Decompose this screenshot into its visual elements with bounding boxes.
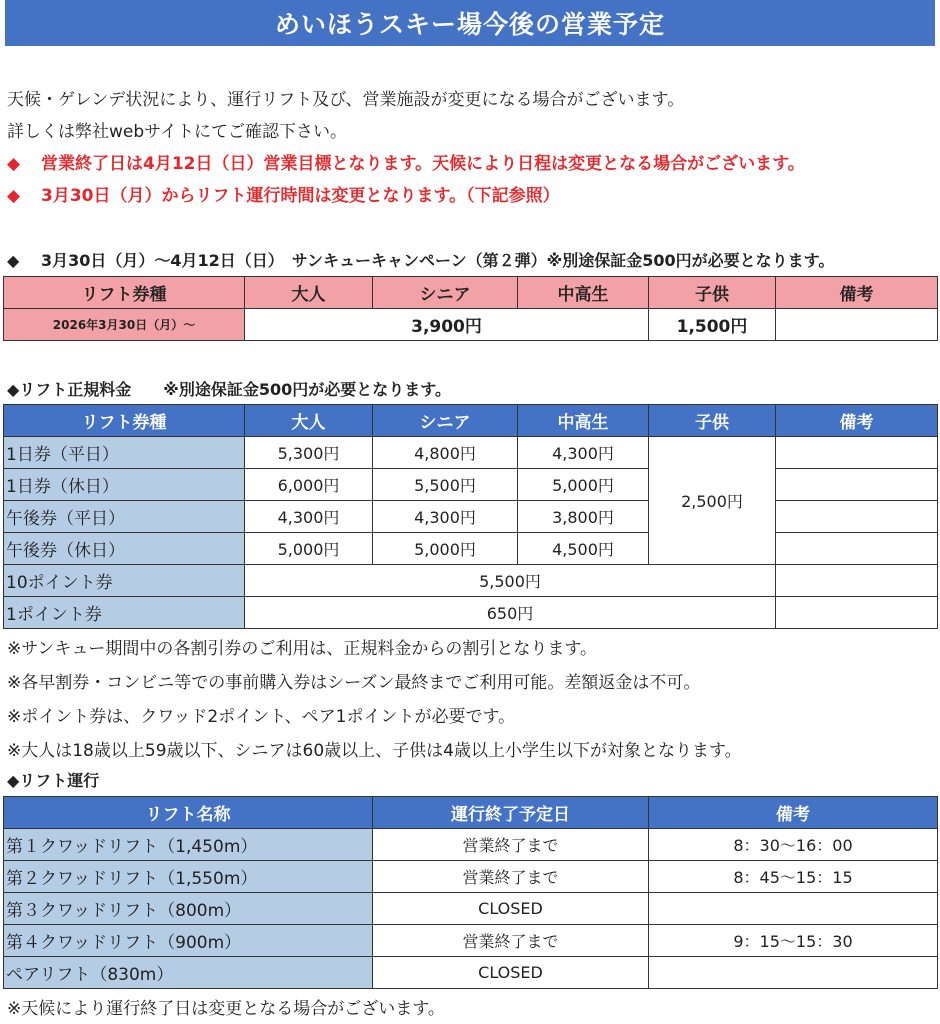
senior-price-cell: 4,800円 [373, 437, 518, 469]
student-price-cell: 5,000円 [518, 469, 649, 501]
senior-price-cell: 5,000円 [373, 533, 518, 565]
table-row [4, 829, 938, 861]
regular-price-heading: ◆リフト正規料金 ※別途保証金500円が必要となります。 [7, 380, 451, 399]
point-ticket-price-cell: 5,500円 [245, 565, 776, 597]
senior-price-cell: 4,300円 [373, 501, 518, 533]
table-row [4, 533, 938, 565]
lift-end-date-cell: 営業終了まで [373, 829, 649, 861]
campaign-price-cell: 3,900円 [245, 309, 649, 341]
column-header: 備考 [776, 405, 938, 437]
child-price-cell: 2,500円 [649, 437, 776, 565]
note-cell [776, 597, 938, 629]
table-row [4, 957, 938, 989]
lift-note-cell [649, 893, 938, 925]
note-cell [776, 533, 938, 565]
alert-closing-date-text: 営業終了日は4月12日（日）営業目標となります。天候により日程は変更となる場合がございます。 [41, 154, 805, 174]
intro-line-2: 詳しくは弊社webサイトにてご確認下さい。 [7, 122, 347, 142]
intro-line-1: 天候・ゲレンデ状況により、運行リフト及び、営業施設が変更になる場合がございます。 [7, 90, 685, 110]
ticket-name-cell: 午後券（平日） [4, 501, 245, 533]
point-ticket-price-cell: 650円 [245, 597, 776, 629]
adult-price-cell: 4,300円 [245, 501, 373, 533]
intro-text [7, 84, 805, 212]
table-header-row [4, 797, 938, 829]
lift-note-cell: 8：30〜16：00 [649, 829, 938, 861]
column-header: リフト券種 [4, 277, 245, 309]
note-cell [776, 501, 938, 533]
campaign-heading-text: 3月30日（月）〜4月12日（日） サンキューキャンペーン（第２弾）※別途保証金500円が必要となります。 [41, 251, 835, 270]
column-header: 中高生 [518, 277, 649, 309]
senior-price-cell: 5,500円 [373, 469, 518, 501]
lift-name-cell: 第２クワッドリフト（1,550m） [4, 861, 373, 893]
alert-closing-date [7, 148, 805, 180]
column-header: 運行終了予定日 [373, 797, 649, 829]
table-header-row [4, 277, 938, 309]
student-price-cell: 4,300円 [518, 437, 649, 469]
ticket-name-cell: 1日券（平日） [4, 437, 245, 469]
table-header-row [4, 405, 938, 437]
column-header: 子供 [649, 277, 776, 309]
diamond-icon: ◆ [7, 186, 21, 206]
column-header: 備考 [649, 797, 938, 829]
campaign-note-cell [776, 309, 938, 341]
regular-price-table [3, 404, 938, 629]
table-row [4, 501, 938, 533]
table-row [4, 437, 938, 469]
adult-price-cell: 5,000円 [245, 533, 373, 565]
column-header: シニア [373, 405, 518, 437]
note-cell [776, 469, 938, 501]
campaign-period-cell: 2026年3月30日（月）〜 [4, 309, 245, 341]
note-cell [776, 565, 938, 597]
campaign-table [3, 276, 938, 341]
lift-name-cell: 第４クワッドリフト（900m） [4, 925, 373, 957]
column-header: リフト名称 [4, 797, 373, 829]
adult-price-cell: 6,000円 [245, 469, 373, 501]
ticket-name-cell: 1日券（休日） [4, 469, 245, 501]
campaign-child-price-cell: 1,500円 [649, 309, 776, 341]
page-title: めいほうスキー場今後の営業予定 [5, 0, 935, 46]
note-item: ※各早割券・コンビニ等での事前購入券はシーズン最終までご利用可能。差額返金は不可。 [7, 673, 701, 693]
lift-name-cell: 第１クワッドリフト（1,450m） [4, 829, 373, 861]
student-price-cell: 4,500円 [518, 533, 649, 565]
alert-hours-change-text: 3月30日（月）からリフト運行時間は変更となります。（下記参照） [41, 186, 560, 206]
table-row [4, 597, 938, 629]
table-row [4, 565, 938, 597]
adult-price-cell: 5,300円 [245, 437, 373, 469]
student-price-cell: 3,800円 [518, 501, 649, 533]
notes-list [7, 632, 742, 768]
lift-end-date-cell: 営業終了まで [373, 925, 649, 957]
alert-hours-change [7, 180, 805, 212]
column-header: 中高生 [518, 405, 649, 437]
lift-note-cell: 8：45〜15：15 [649, 861, 938, 893]
lift-end-date-cell: 営業終了まで [373, 861, 649, 893]
lift-operation-heading: ◆リフト運行 [7, 771, 100, 790]
column-header: 大人 [245, 277, 373, 309]
lift-end-date-cell: CLOSED [373, 893, 649, 925]
footnote: ※天候により運行終了日は変更となる場合がございます。 [7, 999, 445, 1019]
diamond-icon: ◆ [7, 251, 20, 270]
table-row [4, 861, 938, 893]
lift-note-cell [649, 957, 938, 989]
column-header: リフト券種 [4, 405, 245, 437]
column-header: 大人 [245, 405, 373, 437]
note-item: ※大人は18歳以上59歳以下、シニアは60歳以上、子供は4歳以上小学生以下が対象となります。 [7, 741, 742, 761]
lift-note-cell: 9：15〜15：30 [649, 925, 938, 957]
table-row [4, 309, 938, 341]
lift-end-date-cell: CLOSED [373, 957, 649, 989]
note-item: ※ポイント券は、クワッド2ポイント、ペア1ポイントが必要です。 [7, 707, 516, 727]
table-row [4, 925, 938, 957]
ticket-name-cell: 10ポイント券 [4, 565, 245, 597]
lift-name-cell: 第３クワッドリフト（800m） [4, 893, 373, 925]
column-header: シニア [373, 277, 518, 309]
diamond-icon: ◆ [7, 154, 21, 174]
note-item: ※サンキュー期間中の各割引券のご利用は、正規料金からの割引となります。 [7, 639, 598, 659]
ticket-name-cell: 午後券（休日） [4, 533, 245, 565]
column-header: 子供 [649, 405, 776, 437]
column-header: 備考 [776, 277, 938, 309]
note-cell [776, 437, 938, 469]
ticket-name-cell: 1ポイント券 [4, 597, 245, 629]
table-row [4, 469, 938, 501]
table-row [4, 893, 938, 925]
lift-operation-table [3, 796, 938, 989]
campaign-heading [7, 248, 834, 271]
lift-name-cell: ペアリフト（830m） [4, 957, 373, 989]
